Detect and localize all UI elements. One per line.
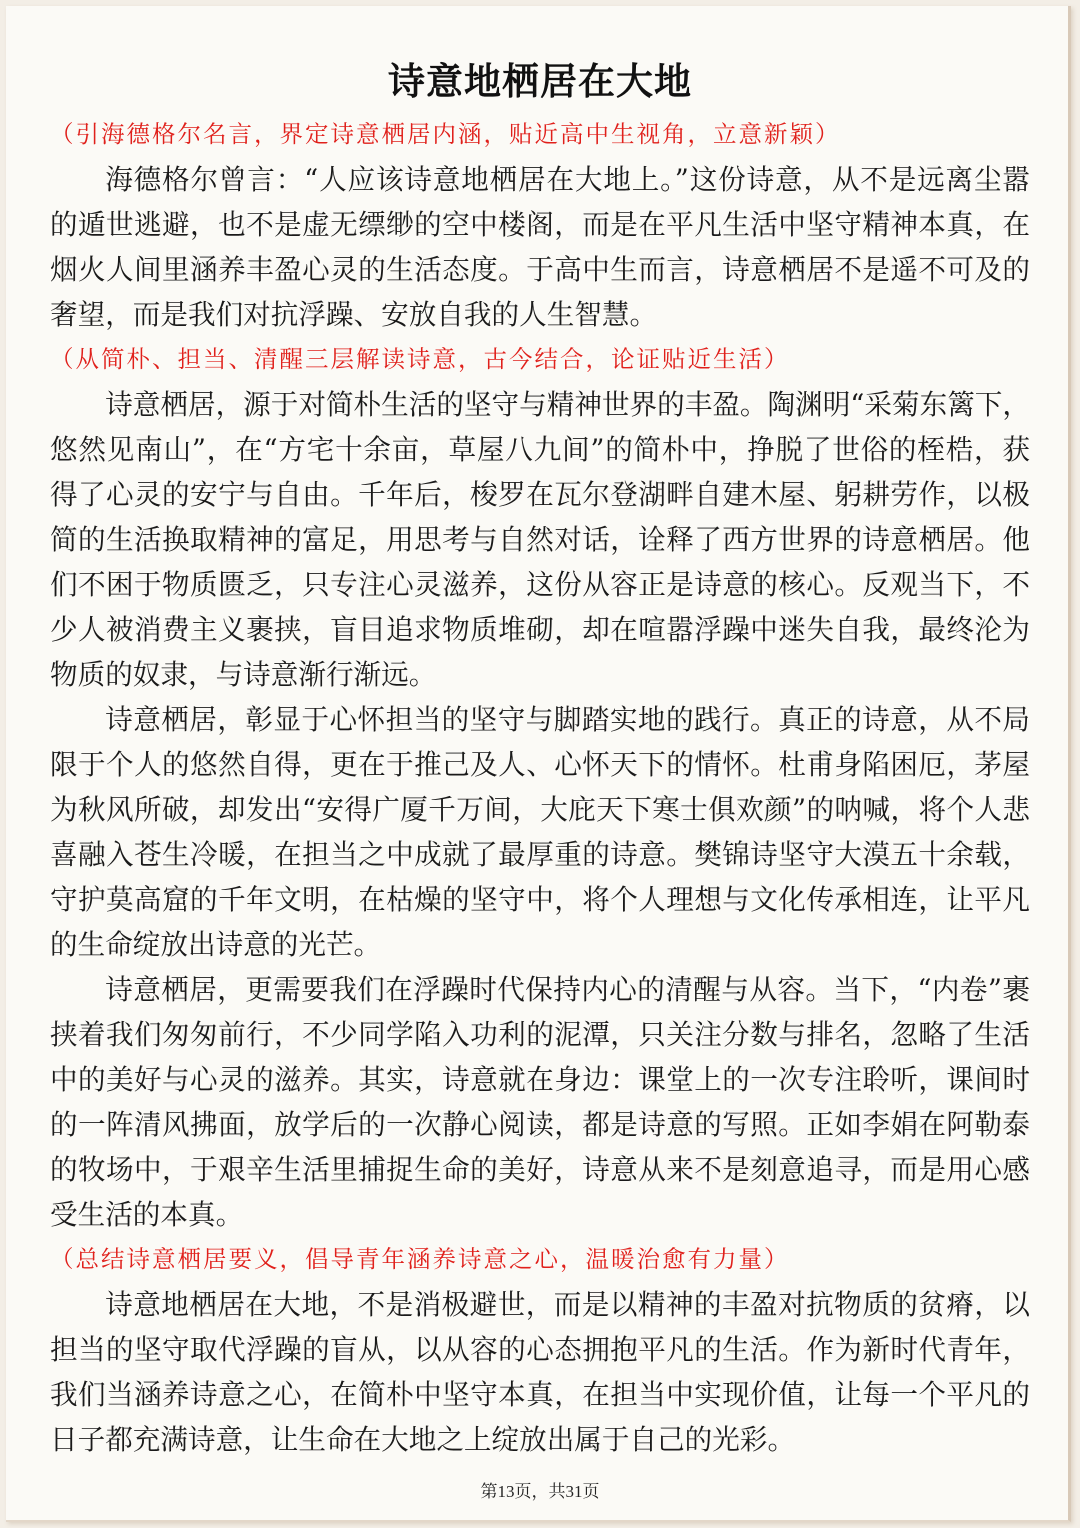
essay-title: 诗意地栖居在大地 <box>388 59 692 103</box>
annotation-note: （总结诗意栖居要义，倡导青年涵养诗意之心，温暖治愈有力量） <box>50 1245 790 1273</box>
annotation-note: （引海德格尔名言，界定诗意栖居内涵，贴近高中生视角，立意新颖） <box>50 120 841 148</box>
essay-paragraph: 诗意栖居，彰显于心怀担当的坚守与脚踏实地的践行。真正的诗意，从不局限于个人的悠然自得，更在于推己及人、心怀天下的情怀。杜甫身陷困厄，茅屋为秋风所破，却发出“安得广厦千万间，大庇天下寒士俱欢颜”的呐喊，将个人悲喜融入苍生冷暖，在担当之中成就了最厚重的诗意。樊锦诗坚守大漠五十余载，守护莫高窟的千年文明，在枯燥的坚守中，将个人理想与文化传承相连，让平凡的生命绽放出诗意的光芒。 <box>50 703 1030 961</box>
annotation-note: （从简朴、担当、清醒三层解读诗意，古今结合，论证贴近生活） <box>50 345 790 373</box>
essay-paragraph: 诗意栖居，更需要我们在浮躁时代保持内心的清醒与从容。当下，“内卷”裹挟着我们匆匆前行，不少同学陷入功利的泥潭，只关注分数与排名，忽略了生活中的美好与心灵的滋养。其实，诗意就在身边：课堂上的一次专注聆听，课间时的一阵清风拂面，放学后的一次静心阅读，都是诗意的写照。正如李娟在阿勒泰的牧场中，于艰辛生活里捕捉生命的美好，诗意从来不是刻意追寻，而是用心感受生活的本真。 <box>50 973 1030 1231</box>
page-number: 第13页，共31页 <box>480 1482 600 1501</box>
essay-paragraph: 诗意栖居，源于对简朴生活的坚守与精神世界的丰盈。陶渊明“采菊东篱下，悠然见南山”，在“方宅十余亩，草屋八九间”的简朴中，挣脱了世俗的桎梏，获得了心灵的安宁与自由。千年后，梭罗在瓦尔登湖畔自建木屋、躬耕劳作，以极简的生活换取精神的富足，用思考与自然对话，诠释了西方世界的诗意栖居。他们不困于物质匮乏，只专注心灵滋养，这份从容正是诗意的核心。反观当下，不少人被消费主义裹挟，盲目追求物质堆砌，却在喧嚣浮躁中迷失自我，最终沦为物质的奴隶，与诗意渐行渐远。 <box>50 388 1030 691</box>
essay-paragraph: 海德格尔曾言：“人应该诗意地栖居在大地上。”这份诗意，从不是远离尘嚣的遁世逃避，也不是虚无缥缈的空中楼阁，而是在平凡生活中坚守精神本真，在烟火人间里涵养丰盈心灵的生活态度。于高中生而言，诗意栖居不是遥不可及的奢望，而是我们对抗浮躁、安放自我的人生智慧。 <box>50 163 1030 331</box>
essay-content <box>50 54 1030 1462</box>
essay-paragraph: 诗意地栖居在大地，不是消极避世，而是以精神的丰盈对抗物质的贫瘠，以担当的坚守取代浮躁的盲从，以从容的心态拥抱平凡的生活。作为新时代青年，我们当涵养诗意之心，在简朴中坚守本真，在担当中实现价值，让每一个平凡的日子都充满诗意，让生命在大地之上绽放出属于自己的光彩。 <box>50 1288 1030 1456</box>
